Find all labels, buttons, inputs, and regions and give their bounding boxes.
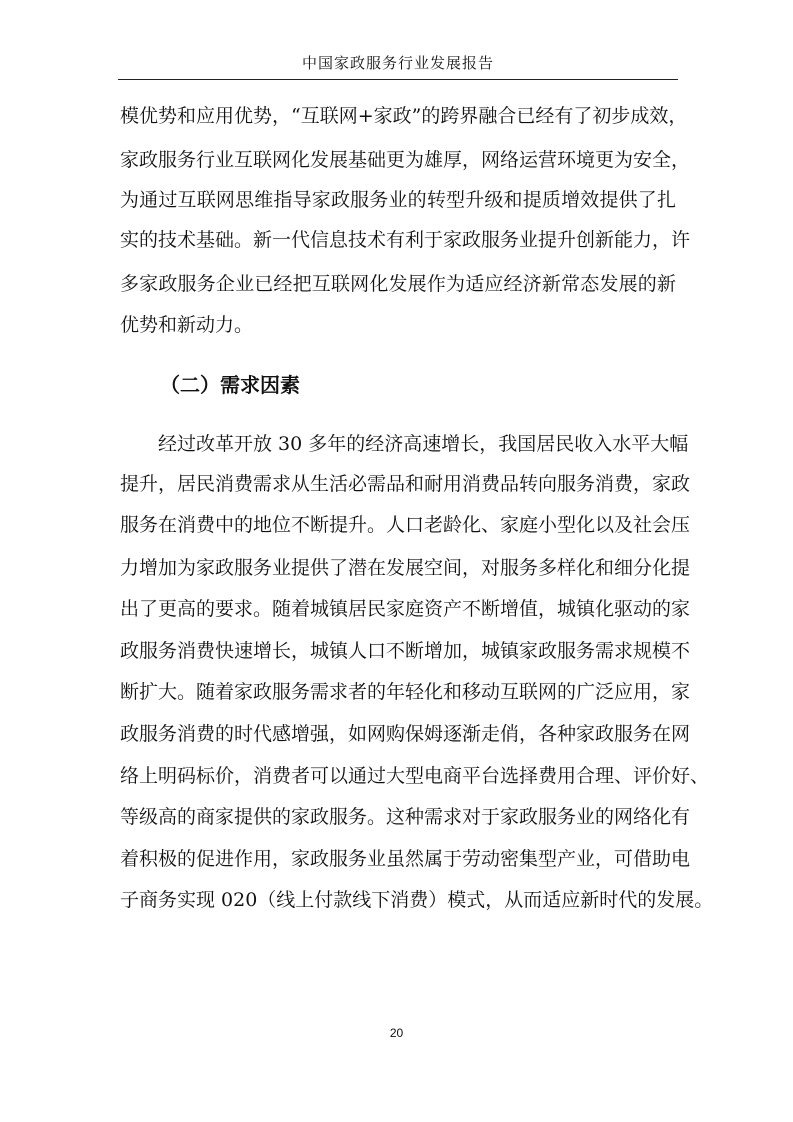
text-line: 服务在消费中的地位不断提升。人口老龄化、家庭小型化以及社会压 [120,514,691,536]
header-title: 中国家政服务行业发展报告 [301,54,494,72]
text-line: 子商务实现 020（线上付款线下消费）模式，从而适应新时代的发展。 [120,889,714,911]
text-line: 实的技术基础。新一代信息技术有利于家政服务业提升创新能力，许 [120,229,691,251]
text-line: 力增加为家政服务业提供了潜在发展空间，对服务多样化和细分化提 [120,557,691,579]
text-line: 经过改革开放 30 多年的经济高速增长，我国居民收入水平大幅 [158,433,689,455]
text-line: 断扩大。随着家政服务需求者的年轻化和移动互联网的广泛应用，家 [120,681,691,703]
text-line: 等级高的商家提供的家政服务。这种需求对于家政服务业的网络化有 [120,806,691,828]
text-line: 政服务消费的时代感增强，如网购保姆逐渐走俏，各种家政服务在网 [120,723,691,745]
text-line: 多家政服务企业已经把互联网化发展作为适应经济新常态发展的新 [120,273,676,295]
page-number: 20 [389,1026,404,1040]
text-line: 政服务消费快速增长，城镇人口不断增加，城镇家政服务需求规模不 [120,640,691,662]
text-line: 着积极的促进作用，家政服务业虽然属于劳动密集型产业，可借助电 [120,848,691,870]
text-line: 优势和新动力。 [120,314,254,336]
header-divider [118,79,678,80]
text-line: 络上明码标价，消费者可以通过大型电商平台选择费用合理、评价好、 [120,765,710,787]
text-line: 出了更高的要求。随着城镇居民家庭资产不断增值，城镇化驱动的家 [120,598,691,620]
text-line: 为通过互联网思维指导家政服务业的转型升级和提质增效提供了扎 [120,189,676,211]
text-line: 提升，居民消费需求从生活必需品和耐用消费品转向服务消费，家政 [120,473,691,495]
text-line: 家政服务行业互联网化发展基础更为雄厚，网络运营环境更为安全， [120,149,691,171]
section-heading: （二）需求因素 [160,373,300,397]
text-line: 模优势和应用优势，“互联网+家政”的跨界融合已经有了初步成效， [120,105,688,127]
